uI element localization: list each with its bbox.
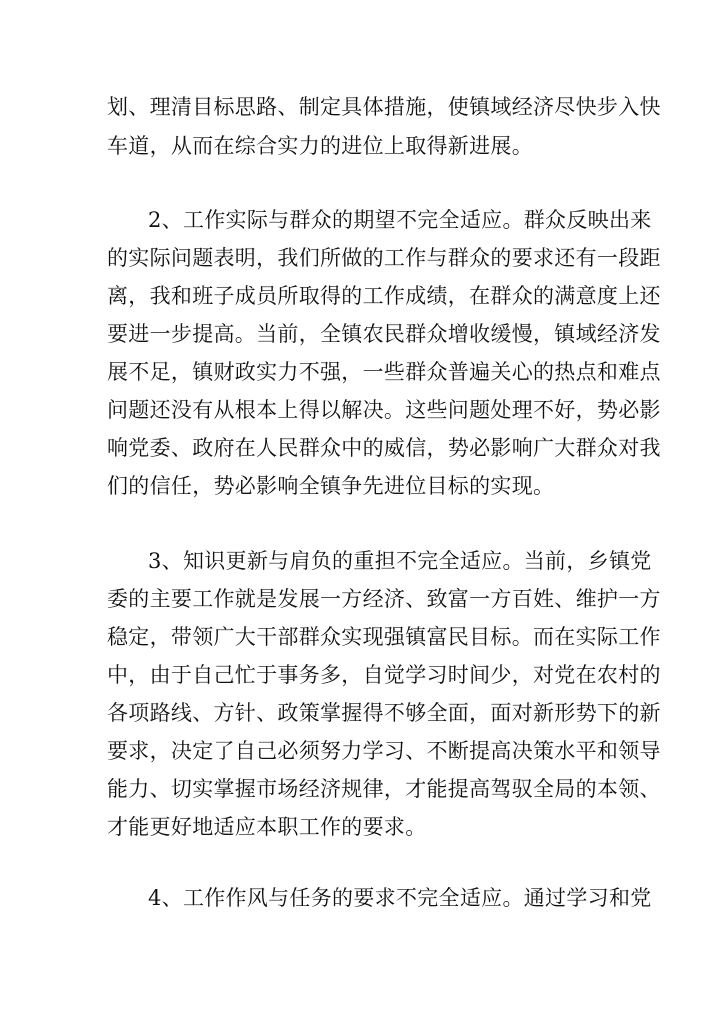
- text-line: 各项路线、方针、政策掌握得不够全面，面对新形势下的新: [107, 701, 661, 725]
- paragraph-heading-line: 3、知识更新与肩负的重担不完全适应。当前，乡镇党: [148, 549, 652, 573]
- text-line: 要进一步提高。当前，全镇农民群众增收缓慢，镇域经济发: [107, 322, 661, 346]
- text-line: 问题还没有从根本上得以解决。这些问题处理不好，势必影: [107, 398, 661, 422]
- text-line: 的实际问题表明，我们所做的工作与群众的要求还有一段距: [107, 246, 661, 270]
- paragraph-heading-line: 4、工作作风与任务的要求不完全适应。通过学习和党: [148, 886, 652, 910]
- paragraph-heading-line: 2、工作实际与群众的期望不完全适应。群众反映出来: [148, 208, 652, 232]
- text-line: 响党委、政府在人民群众中的威信，势必影响广大群众对我: [107, 436, 661, 460]
- text-line: 车道，从而在综合实力的进位上取得新进展。: [107, 134, 533, 158]
- text-line: 展不足，镇财政实力不强，一些群众普遍关心的热点和难点: [107, 360, 661, 384]
- text-line: 要求，决定了自己必须努力学习、不断提高决策水平和领导: [107, 739, 661, 763]
- text-line: 稳定，带领广大干部群众实现强镇富民目标。而在实际工作: [107, 625, 661, 649]
- text-line: 能力、切实掌握市场经济规律，才能提高驾驭全局的本领、: [107, 777, 661, 801]
- text-line: 委的主要工作就是发展一方经济、致富一方百姓、维护一方: [107, 587, 661, 611]
- text-line: 中，由于自己忙于事务多，自觉学习时间少，对党在农村的: [107, 663, 661, 687]
- text-line: 才能更好地适应本职工作的要求。: [107, 815, 427, 839]
- text-line: 离，我和班子成员所取得的工作成绩，在群众的满意度上还: [107, 284, 661, 308]
- text-line: 划、理清目标思路、制定具体措施，使镇域经济尽快步入快: [107, 95, 661, 119]
- text-line: 们的信任，势必影响全镇争先进位目标的实现。: [107, 474, 555, 498]
